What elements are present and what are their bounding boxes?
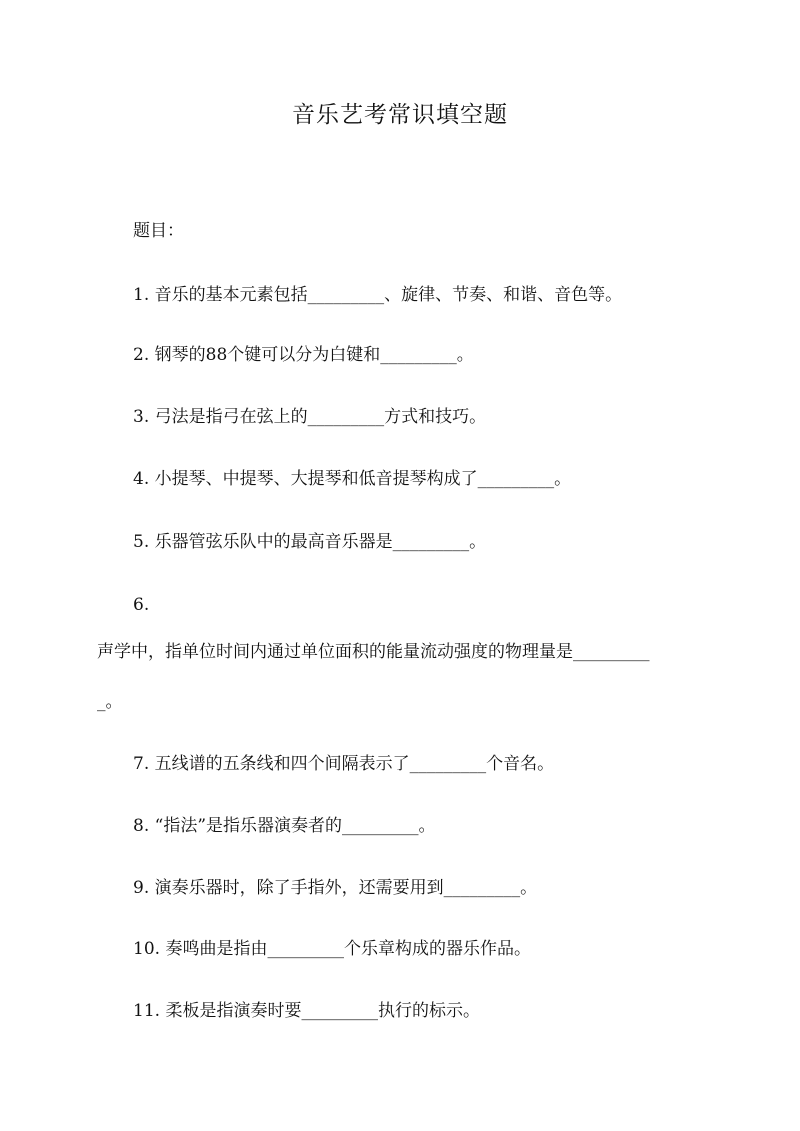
question-6-number: 6. xyxy=(133,595,150,615)
questions-heading: 题目： xyxy=(133,221,184,241)
question-5: 5. 乐器管弦乐队中的最高音乐器是_________。 xyxy=(133,532,487,552)
question-6-text: 声学中，指单位时间内通过单位面积的能量流动强度的物理量是_________ xyxy=(97,642,650,662)
page-title: 音乐艺考常识填空题 xyxy=(292,102,508,128)
question-3: 3. 弓法是指弓在弦上的_________方式和技巧。 xyxy=(133,407,487,427)
question-8: 8. “指法”是指乐器演奏者的_________。 xyxy=(133,816,436,836)
question-6-tail: _。 xyxy=(97,692,123,712)
question-1: 1. 音乐的基本元素包括_________、旋律、节奏、和谐、音色等。 xyxy=(133,285,623,305)
question-2: 2. 钢琴的88个键可以分为白键和_________。 xyxy=(133,345,474,365)
question-4: 4. 小提琴、中提琴、大提琴和低音提琴构成了_________。 xyxy=(133,469,572,489)
question-11: 11. 柔板是指演奏时要_________执行的标示。 xyxy=(133,1001,480,1021)
question-9: 9. 演奏乐器时，除了手指外，还需要用到_________。 xyxy=(133,878,538,898)
question-7: 7. 五线谱的五条线和四个间隔表示了_________个音名。 xyxy=(133,754,555,774)
question-10: 10. 奏鸣曲是指由_________个乐章构成的器乐作品。 xyxy=(133,939,531,959)
